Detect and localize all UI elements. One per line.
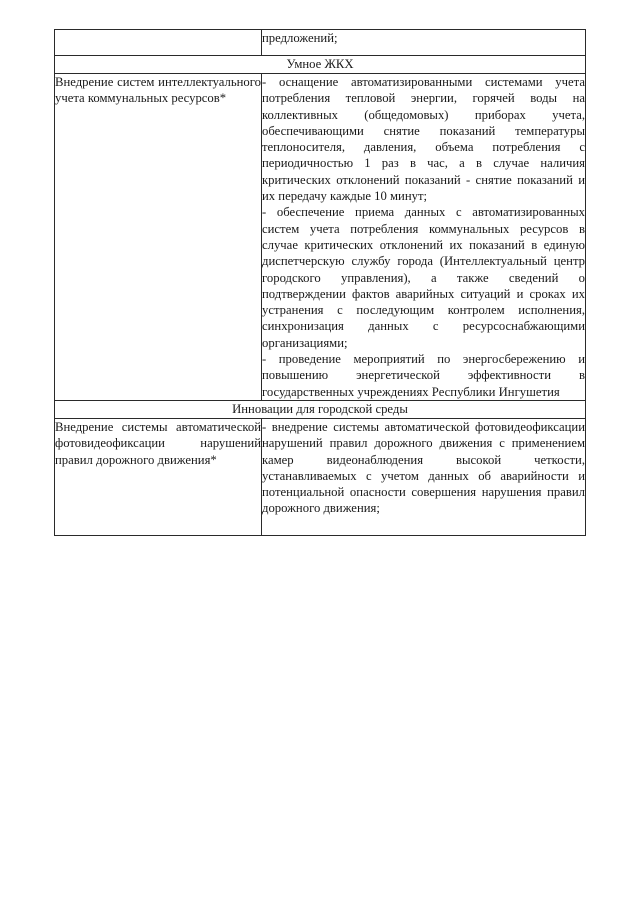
description-paragraph: - обеспечение приема данных с автоматизированных систем учета потребления коммунальных ресурсов в случае критических отклонений их показаний в единую диспетчерскую службу города (Интеллектуальный центр городского управления), а также сведений о подтверждении фактов аварийных ситуаций и сроках их устранения с последующим контролем исполнения, синхронизация данных с ресурсоснабжающими организациями; — [262, 205, 585, 350]
section-header-smart-housing: Умное ЖКХ — [55, 56, 586, 74]
table-row — [55, 30, 586, 56]
description-paragraph: - внедрение системы автоматической фотовидеофиксации нарушений правил дорожного движения с применением камер видеонаблюдения высокой четкости, устанавливаемых с учетом данных об аварийности и потенциальной опасности совершения нарушения правил дорожного движения; — [262, 419, 585, 516]
table-row — [55, 418, 586, 535]
section-header-row — [55, 400, 586, 418]
section-header-urban-innovation: Инновации для городской среды — [55, 400, 586, 418]
table-row — [55, 74, 586, 401]
table-cell-text: предложений; — [262, 30, 586, 56]
section-header-row — [55, 56, 586, 74]
measure-name-cell: Внедрение системы автоматической фотовидеофиксации нарушений правил дорожного движения* — [55, 418, 262, 535]
description-paragraph: - оснащение автоматизированными системами учета потребления тепловой энергии, горячей воды на коллективных (общедомовых) приборах учета, обеспечивающими снятие показаний температуры теплоносителя, давления, объема потребления с периодичностью 1 раз в час, а в случае наличия критических отклонений показаний - снятие показаний и их передачу каждые 10 минут; — [262, 75, 585, 204]
measures-table — [54, 29, 586, 536]
cell-spacer — [262, 517, 585, 535]
measure-name-cell: Внедрение систем интеллектуального учета коммунальных ресурсов* — [55, 74, 262, 401]
measure-description-cell — [262, 418, 586, 535]
table-cell-empty — [55, 30, 262, 56]
description-paragraph: - проведение мероприятий по энергосбережению и повышению энергетической эффективности в государственных учреждениях Республики Ингушетия — [262, 352, 585, 399]
measure-description-cell — [262, 74, 586, 401]
